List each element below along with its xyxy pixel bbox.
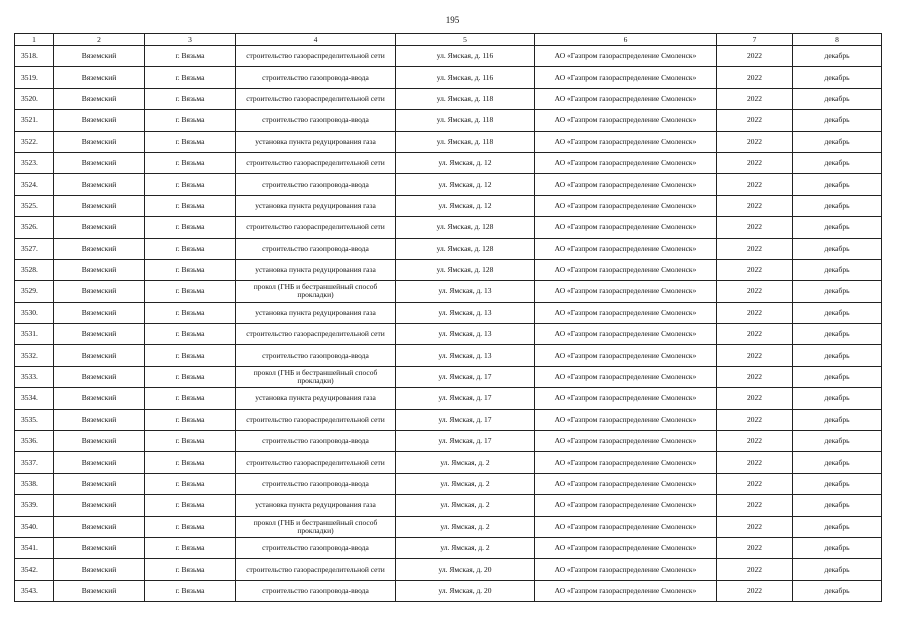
work-type-cell: прокол (ГНБ и бестраншейный способ прокладки) xyxy=(236,281,396,302)
settlement-cell: г. Вязьма xyxy=(145,495,236,516)
district-cell: Вяземский xyxy=(54,516,145,537)
address-cell: ул. Ямская, д. 13 xyxy=(396,324,535,345)
organization-cell: АО «Газпром газораспределение Смоленск» xyxy=(535,559,717,580)
row-number-cell: 3536. xyxy=(15,431,54,452)
work-type-cell: прокол (ГНБ и бестраншейный способ прокладки) xyxy=(236,366,396,387)
settlement-cell: г. Вязьма xyxy=(145,559,236,580)
district-cell: Вяземский xyxy=(54,345,145,366)
year-cell: 2022 xyxy=(717,88,793,109)
district-cell: Вяземский xyxy=(54,431,145,452)
month-cell: декабрь xyxy=(793,110,882,131)
column-header: 1 xyxy=(15,34,54,46)
settlement-cell: г. Вязьма xyxy=(145,537,236,558)
year-cell: 2022 xyxy=(717,516,793,537)
settlement-cell: г. Вязьма xyxy=(145,473,236,494)
organization-cell: АО «Газпром газораспределение Смоленск» xyxy=(535,131,717,152)
organization-cell: АО «Газпром газораспределение Смоленск» xyxy=(535,431,717,452)
month-cell: декабрь xyxy=(793,409,882,430)
year-cell: 2022 xyxy=(717,110,793,131)
row-number-cell: 3532. xyxy=(15,345,54,366)
row-number-cell: 3528. xyxy=(15,259,54,280)
month-cell: декабрь xyxy=(793,152,882,173)
table-row xyxy=(15,217,882,238)
row-number-cell: 3522. xyxy=(15,131,54,152)
table-body xyxy=(15,46,882,602)
year-cell: 2022 xyxy=(717,46,793,67)
organization-cell: АО «Газпром газораспределение Смоленск» xyxy=(535,238,717,259)
address-cell: ул. Ямская, д. 2 xyxy=(396,473,535,494)
month-cell: декабрь xyxy=(793,345,882,366)
row-number-cell: 3520. xyxy=(15,88,54,109)
district-cell: Вяземский xyxy=(54,174,145,195)
organization-cell: АО «Газпром газораспределение Смоленск» xyxy=(535,174,717,195)
table-row xyxy=(15,302,882,323)
work-type-cell: строительство газопровода-ввода xyxy=(236,174,396,195)
organization-cell: АО «Газпром газораспределение Смоленск» xyxy=(535,46,717,67)
organization-cell: АО «Газпром газораспределение Смоленск» xyxy=(535,473,717,494)
month-cell: декабрь xyxy=(793,217,882,238)
work-type-cell: строительство газораспределительной сети xyxy=(236,409,396,430)
address-cell: ул. Ямская, д. 17 xyxy=(396,388,535,409)
district-cell: Вяземский xyxy=(54,259,145,280)
month-cell: декабрь xyxy=(793,67,882,88)
month-cell: декабрь xyxy=(793,516,882,537)
month-cell: декабрь xyxy=(793,495,882,516)
work-type-cell: строительство газораспределительной сети xyxy=(236,46,396,67)
table-row xyxy=(15,238,882,259)
settlement-cell: г. Вязьма xyxy=(145,67,236,88)
table-row xyxy=(15,152,882,173)
district-cell: Вяземский xyxy=(54,88,145,109)
district-cell: Вяземский xyxy=(54,217,145,238)
table-row xyxy=(15,473,882,494)
month-cell: декабрь xyxy=(793,174,882,195)
district-cell: Вяземский xyxy=(54,110,145,131)
address-cell: ул. Ямская, д. 17 xyxy=(396,431,535,452)
work-type-cell: строительство газопровода-ввода xyxy=(236,473,396,494)
organization-cell: АО «Газпром газораспределение Смоленск» xyxy=(535,67,717,88)
table-row xyxy=(15,67,882,88)
month-cell: декабрь xyxy=(793,366,882,387)
organization-cell: АО «Газпром газораспределение Смоленск» xyxy=(535,152,717,173)
column-header: 4 xyxy=(236,34,396,46)
table-row xyxy=(15,537,882,558)
work-type-cell: строительство газопровода-ввода xyxy=(236,110,396,131)
row-number-cell: 3540. xyxy=(15,516,54,537)
district-cell: Вяземский xyxy=(54,324,145,345)
work-type-cell: строительство газопровода-ввода xyxy=(236,67,396,88)
settlement-cell: г. Вязьма xyxy=(145,217,236,238)
settlement-cell: г. Вязьма xyxy=(145,281,236,302)
table-row xyxy=(15,345,882,366)
month-cell: декабрь xyxy=(793,580,882,601)
year-cell: 2022 xyxy=(717,195,793,216)
year-cell: 2022 xyxy=(717,217,793,238)
row-number-cell: 3541. xyxy=(15,537,54,558)
district-cell: Вяземский xyxy=(54,559,145,580)
address-cell: ул. Ямская, д. 12 xyxy=(396,195,535,216)
year-cell: 2022 xyxy=(717,259,793,280)
work-type-cell: прокол (ГНБ и бестраншейный способ прокладки) xyxy=(236,516,396,537)
organization-cell: АО «Газпром газораспределение Смоленск» xyxy=(535,366,717,387)
row-number-cell: 3533. xyxy=(15,366,54,387)
settlement-cell: г. Вязьма xyxy=(145,131,236,152)
district-cell: Вяземский xyxy=(54,302,145,323)
table-row xyxy=(15,195,882,216)
table-row xyxy=(15,495,882,516)
year-cell: 2022 xyxy=(717,431,793,452)
work-type-cell: строительство газопровода-ввода xyxy=(236,238,396,259)
row-number-cell: 3538. xyxy=(15,473,54,494)
settlement-cell: г. Вязьма xyxy=(145,259,236,280)
table-row xyxy=(15,559,882,580)
year-cell: 2022 xyxy=(717,67,793,88)
page-number: 195 xyxy=(445,15,460,25)
settlement-cell: г. Вязьма xyxy=(145,152,236,173)
year-cell: 2022 xyxy=(717,345,793,366)
row-number-cell: 3518. xyxy=(15,46,54,67)
column-header: 2 xyxy=(54,34,145,46)
month-cell: декабрь xyxy=(793,46,882,67)
work-type-cell: строительство газораспределительной сети xyxy=(236,452,396,473)
organization-cell: АО «Газпром газораспределение Смоленск» xyxy=(535,580,717,601)
address-cell: ул. Ямская, д. 118 xyxy=(396,110,535,131)
column-header: 3 xyxy=(145,34,236,46)
district-cell: Вяземский xyxy=(54,46,145,67)
address-cell: ул. Ямская, д. 128 xyxy=(396,259,535,280)
table-row xyxy=(15,174,882,195)
settlement-cell: г. Вязьма xyxy=(145,302,236,323)
organization-cell: АО «Газпром газораспределение Смоленск» xyxy=(535,388,717,409)
settlement-cell: г. Вязьма xyxy=(145,345,236,366)
district-cell: Вяземский xyxy=(54,131,145,152)
row-number-cell: 3526. xyxy=(15,217,54,238)
month-cell: декабрь xyxy=(793,559,882,580)
organization-cell: АО «Газпром газораспределение Смоленск» xyxy=(535,495,717,516)
row-number-cell: 3535. xyxy=(15,409,54,430)
year-cell: 2022 xyxy=(717,281,793,302)
year-cell: 2022 xyxy=(717,131,793,152)
month-cell: декабрь xyxy=(793,259,882,280)
table-row xyxy=(15,324,882,345)
organization-cell: АО «Газпром газораспределение Смоленск» xyxy=(535,110,717,131)
work-type-cell: установка пункта редуцирования газа xyxy=(236,495,396,516)
work-type-cell: строительство газораспределительной сети xyxy=(236,324,396,345)
address-cell: ул. Ямская, д. 17 xyxy=(396,366,535,387)
settlement-cell: г. Вязьма xyxy=(145,452,236,473)
year-cell: 2022 xyxy=(717,559,793,580)
year-cell: 2022 xyxy=(717,580,793,601)
address-cell: ул. Ямская, д. 116 xyxy=(396,46,535,67)
district-cell: Вяземский xyxy=(54,537,145,558)
table-row xyxy=(15,281,882,302)
district-cell: Вяземский xyxy=(54,409,145,430)
table-row xyxy=(15,580,882,601)
district-cell: Вяземский xyxy=(54,473,145,494)
address-cell: ул. Ямская, д. 118 xyxy=(396,131,535,152)
month-cell: декабрь xyxy=(793,238,882,259)
row-number-cell: 3530. xyxy=(15,302,54,323)
settlement-cell: г. Вязьма xyxy=(145,366,236,387)
organization-cell: АО «Газпром газораспределение Смоленск» xyxy=(535,324,717,345)
row-number-cell: 3527. xyxy=(15,238,54,259)
district-cell: Вяземский xyxy=(54,195,145,216)
work-type-cell: строительство газопровода-ввода xyxy=(236,537,396,558)
district-cell: Вяземский xyxy=(54,580,145,601)
settlement-cell: г. Вязьма xyxy=(145,431,236,452)
address-cell: ул. Ямская, д. 20 xyxy=(396,559,535,580)
year-cell: 2022 xyxy=(717,324,793,345)
address-cell: ул. Ямская, д. 13 xyxy=(396,345,535,366)
column-header: 5 xyxy=(396,34,535,46)
table-row xyxy=(15,110,882,131)
month-cell: декабрь xyxy=(793,473,882,494)
address-cell: ул. Ямская, д. 128 xyxy=(396,238,535,259)
address-cell: ул. Ямская, д. 2 xyxy=(396,516,535,537)
row-number-cell: 3531. xyxy=(15,324,54,345)
table-row xyxy=(15,88,882,109)
settlement-cell: г. Вязьма xyxy=(145,238,236,259)
district-cell: Вяземский xyxy=(54,366,145,387)
work-type-cell: установка пункта редуцирования газа xyxy=(236,195,396,216)
address-cell: ул. Ямская, д. 17 xyxy=(396,409,535,430)
work-type-cell: строительство газораспределительной сети xyxy=(236,88,396,109)
settlement-cell: г. Вязьма xyxy=(145,516,236,537)
month-cell: декабрь xyxy=(793,131,882,152)
district-cell: Вяземский xyxy=(54,67,145,88)
column-number-row xyxy=(15,34,882,46)
address-cell: ул. Ямская, д. 12 xyxy=(396,174,535,195)
row-number-cell: 3539. xyxy=(15,495,54,516)
work-type-cell: установка пункта редуцирования газа xyxy=(236,388,396,409)
district-cell: Вяземский xyxy=(54,452,145,473)
column-header: 8 xyxy=(793,34,882,46)
row-number-cell: 3543. xyxy=(15,580,54,601)
registry-table xyxy=(14,33,882,602)
row-number-cell: 3525. xyxy=(15,195,54,216)
address-cell: ул. Ямская, д. 13 xyxy=(396,302,535,323)
table-row xyxy=(15,452,882,473)
work-type-cell: строительство газораспределительной сети xyxy=(236,559,396,580)
settlement-cell: г. Вязьма xyxy=(145,409,236,430)
address-cell: ул. Ямская, д. 12 xyxy=(396,152,535,173)
row-number-cell: 3542. xyxy=(15,559,54,580)
organization-cell: АО «Газпром газораспределение Смоленск» xyxy=(535,452,717,473)
table-row xyxy=(15,431,882,452)
settlement-cell: г. Вязьма xyxy=(145,388,236,409)
work-type-cell: строительство газопровода-ввода xyxy=(236,580,396,601)
settlement-cell: г. Вязьма xyxy=(145,195,236,216)
address-cell: ул. Ямская, д. 2 xyxy=(396,537,535,558)
table-row xyxy=(15,131,882,152)
organization-cell: АО «Газпром газораспределение Смоленск» xyxy=(535,345,717,366)
organization-cell: АО «Газпром газораспределение Смоленск» xyxy=(535,302,717,323)
address-cell: ул. Ямская, д. 13 xyxy=(396,281,535,302)
district-cell: Вяземский xyxy=(54,388,145,409)
year-cell: 2022 xyxy=(717,495,793,516)
district-cell: Вяземский xyxy=(54,495,145,516)
organization-cell: АО «Газпром газораспределение Смоленск» xyxy=(535,409,717,430)
year-cell: 2022 xyxy=(717,473,793,494)
district-cell: Вяземский xyxy=(54,238,145,259)
organization-cell: АО «Газпром газораспределение Смоленск» xyxy=(535,259,717,280)
column-header: 6 xyxy=(535,34,717,46)
year-cell: 2022 xyxy=(717,452,793,473)
year-cell: 2022 xyxy=(717,537,793,558)
month-cell: декабрь xyxy=(793,388,882,409)
column-header: 7 xyxy=(717,34,793,46)
district-cell: Вяземский xyxy=(54,152,145,173)
organization-cell: АО «Газпром газораспределение Смоленск» xyxy=(535,195,717,216)
settlement-cell: г. Вязьма xyxy=(145,110,236,131)
address-cell: ул. Ямская, д. 2 xyxy=(396,495,535,516)
work-type-cell: установка пункта редуцирования газа xyxy=(236,302,396,323)
month-cell: декабрь xyxy=(793,281,882,302)
address-cell: ул. Ямская, д. 118 xyxy=(396,88,535,109)
work-type-cell: установка пункта редуцирования газа xyxy=(236,131,396,152)
month-cell: декабрь xyxy=(793,88,882,109)
year-cell: 2022 xyxy=(717,174,793,195)
row-number-cell: 3529. xyxy=(15,281,54,302)
table-row xyxy=(15,46,882,67)
table-row xyxy=(15,388,882,409)
row-number-cell: 3519. xyxy=(15,67,54,88)
month-cell: декабрь xyxy=(793,195,882,216)
month-cell: декабрь xyxy=(793,452,882,473)
year-cell: 2022 xyxy=(717,388,793,409)
work-type-cell: строительство газопровода-ввода xyxy=(236,345,396,366)
settlement-cell: г. Вязьма xyxy=(145,88,236,109)
work-type-cell: строительство газопровода-ввода xyxy=(236,431,396,452)
row-number-cell: 3534. xyxy=(15,388,54,409)
settlement-cell: г. Вязьма xyxy=(145,324,236,345)
month-cell: декабрь xyxy=(793,324,882,345)
year-cell: 2022 xyxy=(717,409,793,430)
work-type-cell: строительство газораспределительной сети xyxy=(236,217,396,238)
settlement-cell: г. Вязьма xyxy=(145,580,236,601)
year-cell: 2022 xyxy=(717,366,793,387)
year-cell: 2022 xyxy=(717,238,793,259)
row-number-cell: 3537. xyxy=(15,452,54,473)
settlement-cell: г. Вязьма xyxy=(145,174,236,195)
row-number-cell: 3521. xyxy=(15,110,54,131)
work-type-cell: установка пункта редуцирования газа xyxy=(236,259,396,280)
table-row xyxy=(15,259,882,280)
month-cell: декабрь xyxy=(793,302,882,323)
work-type-cell: строительство газораспределительной сети xyxy=(236,152,396,173)
table-row xyxy=(15,409,882,430)
organization-cell: АО «Газпром газораспределение Смоленск» xyxy=(535,537,717,558)
organization-cell: АО «Газпром газораспределение Смоленск» xyxy=(535,281,717,302)
address-cell: ул. Ямская, д. 128 xyxy=(396,217,535,238)
year-cell: 2022 xyxy=(717,302,793,323)
month-cell: декабрь xyxy=(793,431,882,452)
table-row xyxy=(15,366,882,387)
organization-cell: АО «Газпром газораспределение Смоленск» xyxy=(535,88,717,109)
organization-cell: АО «Газпром газораспределение Смоленск» xyxy=(535,217,717,238)
table-row xyxy=(15,516,882,537)
row-number-cell: 3524. xyxy=(15,174,54,195)
row-number-cell: 3523. xyxy=(15,152,54,173)
settlement-cell: г. Вязьма xyxy=(145,46,236,67)
address-cell: ул. Ямская, д. 116 xyxy=(396,67,535,88)
address-cell: ул. Ямская, д. 20 xyxy=(396,580,535,601)
district-cell: Вяземский xyxy=(54,281,145,302)
address-cell: ул. Ямская, д. 2 xyxy=(396,452,535,473)
month-cell: декабрь xyxy=(793,537,882,558)
year-cell: 2022 xyxy=(717,152,793,173)
organization-cell: АО «Газпром газораспределение Смоленск» xyxy=(535,516,717,537)
